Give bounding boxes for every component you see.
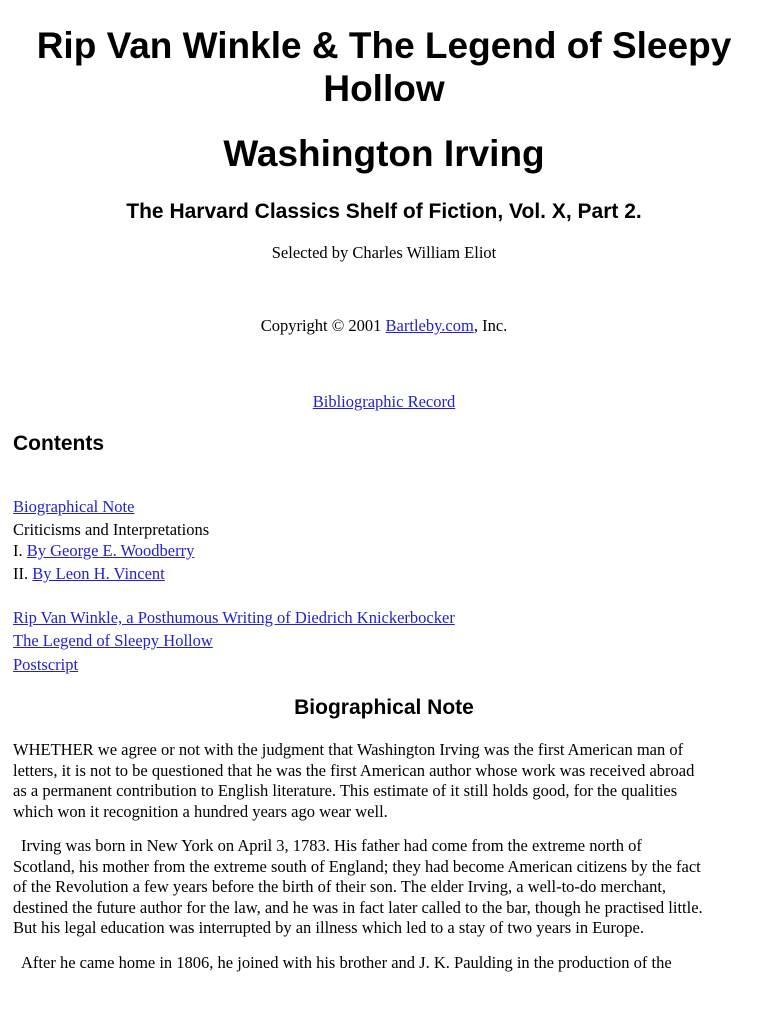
toc-item-sleepy-hollow: [13, 631, 213, 651]
bio-p2-line: Scotland, his mother from the extreme south of England; they had become American citizens by the fact: [13, 856, 701, 876]
bio-p1-line: letters, it is not to be questioned that he was the first American author whose work was received abroad: [13, 760, 695, 780]
bio-paragraph-3: [13, 953, 758, 974]
toc-numeral-2: II.: [13, 564, 33, 583]
book-title-line-2: Hollow: [323, 68, 445, 109]
bio-p2-line: of the Revolution a few years before the birth of their son. The elder Irving, a well-to-do merchant,: [13, 877, 667, 896]
bio-paragraph-2: [13, 836, 758, 939]
bibliographic-record-link[interactable]: Bibliographic Record: [312, 392, 456, 411]
biographical-note-heading: Biographical Note: [294, 696, 474, 719]
woodberry-link[interactable]: By George E. Woodberry: [26, 541, 195, 560]
vincent-link[interactable]: By Leon H. Vincent: [32, 564, 165, 583]
book-title-line-1: Rip Van Winkle & The Legend of Sleepy: [36, 25, 732, 66]
bio-paragraph-1: [13, 740, 758, 822]
bio-p3-line: After he came home in 1806, he joined with his brother and J. K. Paulding in the production of the: [21, 953, 672, 972]
bio-p1-line: which won it recognition a hundred years ago wear well.: [13, 801, 388, 821]
toc-criticisms-label: Criticisms and Interpretations: [13, 520, 210, 539]
bibliographic-record-line: [0, 392, 768, 412]
bio-p2-line: Irving was born in New York on April 3, 1783. His father had come from the extreme north of: [21, 836, 642, 855]
bio-p1-line: as a permanent contribution to English literature. This estimate of it still holds good, for the qualities: [13, 781, 678, 800]
bartleby-link[interactable]: Bartleby.com: [385, 316, 474, 335]
contents-heading: Contents: [13, 432, 104, 455]
bio-p2-line: But his legal education was interrupted by an illness which led to a stay of two years in Europe.: [13, 918, 644, 937]
rip-van-winkle-link[interactable]: Rip Van Winkle, a Posthumous Writing of Diedrich Knickerbocker: [13, 608, 455, 627]
copyright-line: [0, 316, 768, 336]
bio-p1-line: WHETHER we agree or not with the judgment that Washington Irving was the first American man of: [13, 740, 684, 759]
toc-item-biographical-note: [13, 497, 134, 517]
toc-item-postscript: [13, 655, 78, 675]
copyright-suffix: , Inc.: [473, 316, 508, 335]
toc-item-rip-van-winkle: [13, 608, 455, 628]
postscript-link[interactable]: Postscript: [13, 655, 79, 674]
bio-p2-line: destined the future author for the law, and he was in fact later called to the bar, though he practised little.: [13, 897, 703, 917]
toc-item-woodberry: [13, 541, 194, 561]
biographical-note-link[interactable]: Biographical Note: [13, 497, 135, 516]
editor-credit: Selected by Charles William Eliot: [271, 243, 497, 262]
author-name: Washington Irving: [223, 133, 545, 174]
series-subtitle: The Harvard Classics Shelf of Fiction, Vol. X, Part 2.: [126, 200, 642, 223]
copyright-prefix: Copyright © 2001: [260, 316, 386, 335]
toc-numeral-1: I.: [13, 541, 27, 560]
toc-item-vincent: [13, 564, 165, 584]
book-title: [0, 24, 768, 110]
sleepy-hollow-link[interactable]: The Legend of Sleepy Hollow: [13, 631, 213, 650]
